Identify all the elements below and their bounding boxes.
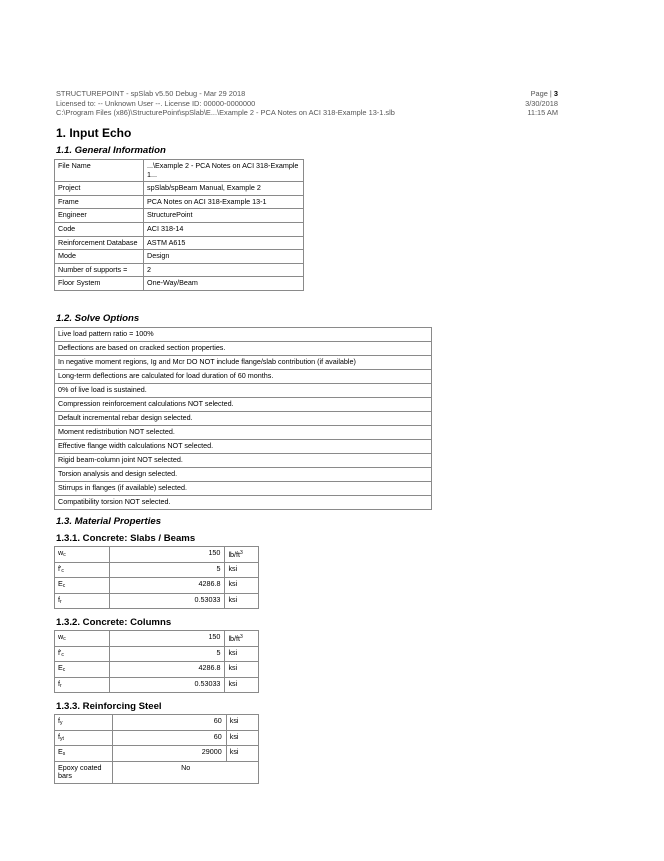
property-row <box>55 677 259 693</box>
property-symbol <box>55 646 110 662</box>
property-row <box>55 547 259 563</box>
property-unit <box>225 593 259 609</box>
property-unit <box>226 715 258 731</box>
property-unit-base: ksi <box>228 678 238 688</box>
solve-option-text: Torsion analysis and design selected. <box>55 468 432 482</box>
property-symbol-subscript: c <box>61 651 64 658</box>
property-unit-base: ksi <box>228 647 238 657</box>
property-unit <box>225 646 259 662</box>
report-header-right <box>438 89 558 118</box>
solve-option-text: In negative moment regions, Ig and Mcr DO NOT include flange/slab contribution (if available) <box>55 356 432 370</box>
solve-option-row <box>55 468 432 482</box>
general-info-value: ACI 318-14 <box>144 222 304 236</box>
solve-option-row <box>55 426 432 440</box>
page-number: 3 <box>553 89 558 98</box>
property-symbol-base: f <box>58 678 60 688</box>
property-symbol <box>55 593 110 609</box>
property-symbol <box>55 715 113 731</box>
property-row <box>55 631 259 647</box>
property-symbol <box>55 562 110 578</box>
solve-option-text: Default incremental rebar design selected. <box>55 412 432 426</box>
general-info-value: One-Way/Beam <box>144 277 304 291</box>
report-time: 11:15 AM <box>527 108 558 118</box>
property-unit-base: ksi <box>229 731 239 741</box>
property-value: 4286.8 <box>110 578 225 594</box>
property-symbol-base: E <box>58 579 63 589</box>
property-value: 0.53033 <box>110 677 225 693</box>
general-info-label: Reinforcement Database <box>55 236 144 250</box>
property-symbol-subscript: c <box>62 667 66 674</box>
solve-option-text: Live load pattern ratio = 100% <box>55 328 432 342</box>
reinforcing-steel-heading: 1.3.3. Reinforcing Steel <box>56 701 162 712</box>
epoxy-value: No <box>113 761 259 783</box>
property-unit <box>225 677 259 693</box>
solve-option-row <box>55 482 432 496</box>
general-info-value: StructurePoint <box>144 209 304 223</box>
property-unit <box>226 730 258 746</box>
property-symbol-subscript: s <box>62 751 66 758</box>
solve-option-row <box>55 370 432 384</box>
solve-option-text: Effective flange width calculations NOT selected. <box>55 440 432 454</box>
property-value: 150 <box>110 547 225 563</box>
property-value: 5 <box>110 646 225 662</box>
property-value: 60 <box>113 730 226 746</box>
property-symbol-subscript: c <box>61 567 64 574</box>
property-row <box>55 715 259 731</box>
file-path: C:\Program Files (x86)\StructurePoint\spSlab\E...\Example 2 - PCA Notes on ACI 318-Example 13-1.slb <box>56 108 395 118</box>
property-symbol-subscript: yt <box>60 735 64 742</box>
solve-option-row <box>55 454 432 468</box>
property-unit-base: ksi <box>228 579 238 589</box>
property-unit-base: ksi <box>228 563 238 573</box>
page-indicator <box>438 89 558 99</box>
property-unit <box>225 562 259 578</box>
solve-option-row <box>55 328 432 342</box>
property-row <box>55 646 259 662</box>
solve-option-row <box>55 356 432 370</box>
property-symbol <box>55 677 110 693</box>
property-symbol <box>55 662 110 678</box>
solve-option-text: Stirrups in flanges (if available) selected. <box>55 482 432 496</box>
property-unit-base: lb/ft <box>228 634 241 643</box>
property-unit-base: ksi <box>229 716 239 725</box>
general-info-label: Engineer <box>55 209 144 223</box>
general-info-value: ASTM A615 <box>144 236 304 250</box>
general-info-label: Frame <box>55 195 144 209</box>
property-value: 0.53033 <box>110 593 225 609</box>
general-info-label: Project <box>55 182 144 196</box>
report-date: 3/30/2018 <box>525 98 558 108</box>
property-value: 60 <box>113 715 226 731</box>
property-unit <box>225 578 259 594</box>
general-info-row <box>55 250 304 264</box>
property-symbol-base: w <box>58 548 64 557</box>
solve-option-row <box>55 440 432 454</box>
property-symbol-subscript: c <box>63 552 66 558</box>
general-info-row <box>55 195 304 209</box>
general-info-row <box>55 263 304 277</box>
general-info-label: Number of supports = <box>55 263 144 277</box>
concrete-columns-heading: 1.3.2. Concrete: Columns <box>56 617 172 628</box>
solve-option-text: Compression reinforcement calculations NOT selected. <box>55 398 432 412</box>
property-symbol <box>55 730 113 746</box>
property-symbol-subscript: y <box>60 720 63 726</box>
solve-option-text: Long-term deflections are calculated for load duration of 60 months. <box>55 370 432 384</box>
report-header-left <box>56 89 496 118</box>
property-symbol-base: E <box>58 663 63 673</box>
solve-options-table <box>54 327 432 510</box>
solve-option-row <box>55 412 432 426</box>
property-symbol-base: f' <box>58 647 62 657</box>
general-info-row <box>55 236 304 250</box>
solve-option-row <box>55 384 432 398</box>
property-unit <box>225 547 259 563</box>
property-value: 150 <box>110 631 225 647</box>
property-unit <box>226 746 258 762</box>
concrete-slabs-table <box>54 546 259 609</box>
solve-option-text: 0% of live load is sustained. <box>55 384 432 398</box>
general-info-heading: 1.1. General Information <box>56 145 166 156</box>
property-symbol-base: f' <box>58 563 62 573</box>
property-unit <box>225 631 259 647</box>
general-info-label: Mode <box>55 250 144 264</box>
general-info-value: spSlab/spBeam Manual, Example 2 <box>144 182 304 196</box>
general-info-label: Code <box>55 222 144 236</box>
property-unit-exponent: 3 <box>240 634 243 640</box>
property-unit-base: ksi <box>229 747 239 757</box>
solve-option-text: Rigid beam-column joint NOT selected. <box>55 454 432 468</box>
concrete-slabs-heading: 1.3.1. Concrete: Slabs / Beams <box>56 533 196 544</box>
solve-options-heading: 1.2. Solve Options <box>56 313 140 324</box>
property-value: 5 <box>110 562 225 578</box>
property-value: 4286.8 <box>110 662 225 678</box>
property-symbol-base: E <box>58 747 63 757</box>
property-symbol-subscript: c <box>62 583 66 590</box>
solve-option-row <box>55 342 432 356</box>
program-version: STRUCTUREPOINT - spSlab v5.50 Debug - Mar 29 2018 <box>56 89 246 98</box>
solve-option-text: Deflections are based on cracked section properties. <box>55 342 432 356</box>
license-info: Licensed to: -- Unknown User --. License ID: 00000-0000000 <box>56 98 256 108</box>
property-symbol-subscript: r <box>60 682 62 689</box>
property-symbol-base: f <box>58 731 60 741</box>
property-symbol-subscript: r <box>60 598 62 605</box>
solve-option-row <box>55 398 432 412</box>
property-symbol <box>55 578 110 594</box>
property-row <box>55 662 259 678</box>
general-info-row <box>55 182 304 196</box>
general-info-label: Floor System <box>55 277 144 291</box>
section-title: 1. Input Echo <box>56 126 132 140</box>
property-symbol-base: w <box>58 632 64 641</box>
general-info-value: ...\Example 2 - PCA Notes on ACI 318-Example 1... <box>144 160 304 182</box>
property-unit-base: ksi <box>228 594 238 604</box>
solve-option-text: Moment redistribution NOT selected. <box>55 426 432 440</box>
property-symbol-subscript: c <box>63 636 66 642</box>
epoxy-label: Epoxy coated bars <box>55 761 113 783</box>
property-symbol-base: f <box>58 594 60 604</box>
property-value: 29000 <box>113 746 226 762</box>
reinforcing-steel-table <box>54 714 259 784</box>
property-unit-base: ksi <box>228 663 238 673</box>
property-row <box>55 562 259 578</box>
property-unit-exponent: 3 <box>240 550 243 556</box>
property-unit-base: lb/ft <box>228 550 241 559</box>
general-info-row <box>55 222 304 236</box>
property-symbol <box>55 631 110 647</box>
general-info-table <box>54 159 304 291</box>
solve-option-row <box>55 496 432 510</box>
page-label: Page | <box>530 89 554 98</box>
epoxy-row <box>55 761 259 783</box>
general-info-label: File Name <box>55 160 144 182</box>
property-row <box>55 746 259 762</box>
property-unit <box>225 662 259 678</box>
general-info-value: PCA Notes on ACI 318-Example 13-1 <box>144 195 304 209</box>
concrete-columns-table <box>54 630 259 693</box>
general-info-value: 2 <box>144 263 304 277</box>
property-symbol <box>55 746 113 762</box>
solve-option-text: Compatibility torsion NOT selected. <box>55 496 432 510</box>
general-info-value: Design <box>144 250 304 264</box>
property-row <box>55 578 259 594</box>
property-row <box>55 593 259 609</box>
general-info-row <box>55 160 304 182</box>
property-symbol <box>55 547 110 563</box>
general-info-row <box>55 209 304 223</box>
property-row <box>55 730 259 746</box>
property-symbol-base: f <box>58 716 60 725</box>
material-properties-heading: 1.3. Material Properties <box>56 516 162 527</box>
general-info-row <box>55 277 304 291</box>
